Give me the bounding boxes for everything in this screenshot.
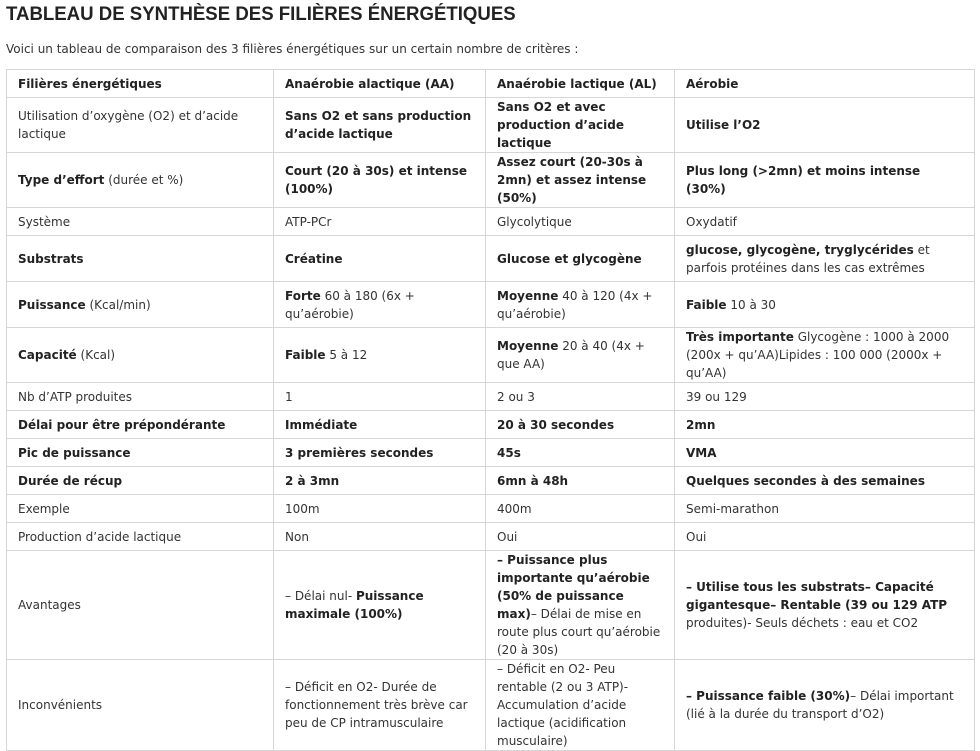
table-cell bbox=[675, 523, 975, 551]
cell-text: (durée et %) bbox=[104, 173, 184, 187]
cell-text: Oui bbox=[686, 529, 707, 544]
table-cell bbox=[486, 153, 675, 208]
header-cell: Filières énergétiques bbox=[7, 70, 274, 98]
table-cell bbox=[274, 660, 486, 751]
cell-text: Pic de puissance bbox=[18, 445, 131, 460]
table-cell bbox=[274, 282, 486, 328]
table-cell bbox=[274, 98, 486, 153]
cell-text: – Délai important (lié à la durée du transport d’O2) bbox=[686, 689, 954, 721]
cell-text: 2mn bbox=[686, 417, 716, 432]
cell-text: Puissance maximale (100%) bbox=[285, 589, 424, 621]
cell-text: 39 ou 129 bbox=[686, 389, 747, 404]
cell-text: – Puissance plus importante qu’aérobie (50% de puissance max) bbox=[497, 553, 650, 621]
table-cell bbox=[486, 98, 675, 153]
table-row bbox=[7, 236, 975, 282]
header-cell: Anaérobie alactique (AA) bbox=[274, 70, 486, 98]
cell-text: Moyenne bbox=[497, 288, 559, 303]
cell-text: 40 à 120 (4x + qu’aérobie) bbox=[497, 288, 653, 321]
cell-text: – Déficit en O2- Durée de fonctionnement très brève car peu de CP intramusculaire bbox=[285, 680, 468, 730]
row-label-cell bbox=[7, 153, 274, 208]
table-cell bbox=[274, 439, 486, 467]
cell-text: Faible bbox=[285, 348, 326, 362]
cell-text: – Puissance faible (30%) bbox=[686, 689, 851, 703]
cell-text: Oui bbox=[497, 529, 518, 544]
table-cell bbox=[486, 236, 675, 282]
cell-text: Assez court (20-30s à 2mn) et assez intense (50%) bbox=[497, 155, 647, 205]
table-cell bbox=[274, 551, 486, 660]
comparison-table bbox=[6, 69, 975, 751]
cell-text: Avantages bbox=[18, 598, 81, 612]
intro-text: Voici un tableau de comparaison des 3 filières énergétiques sur un certain nombre de critères : bbox=[6, 42, 579, 56]
table-row bbox=[7, 328, 975, 383]
cell-text: Non bbox=[285, 529, 309, 544]
table-cell bbox=[675, 495, 975, 523]
table-cell bbox=[675, 411, 975, 439]
cell-text: VMA bbox=[686, 445, 717, 460]
cell-text: (Kcal/min) bbox=[85, 297, 151, 312]
cell-text: Glycolytique bbox=[497, 214, 572, 229]
cell-text: Immédiate bbox=[285, 417, 358, 432]
table-cell bbox=[486, 328, 675, 383]
table-cell bbox=[675, 383, 975, 411]
table-cell bbox=[274, 495, 486, 523]
header-cell: Aérobie bbox=[675, 70, 975, 98]
cell-text: 2 à 3mn bbox=[285, 473, 340, 488]
table-cell bbox=[675, 467, 975, 495]
cell-text: Utilise l’O2 bbox=[686, 118, 761, 132]
page-title: TABLEAU DE SYNTHÈSE DES FILIÈRES ÉNERGÉTIQUES bbox=[6, 4, 516, 25]
row-label-cell bbox=[7, 328, 274, 383]
cell-text: Inconvénients bbox=[18, 698, 103, 712]
row-label-cell bbox=[7, 383, 274, 411]
cell-text: – Délai nul- bbox=[285, 589, 356, 603]
cell-text: 10 à 30 bbox=[726, 297, 776, 312]
cell-text: – Utilise tous les substrats– Capacité gigantesque– Rentable (39 ou 129 ATP bbox=[686, 580, 948, 612]
table-row bbox=[7, 208, 975, 236]
cell-text: 5 à 12 bbox=[325, 348, 368, 362]
table-cell bbox=[274, 383, 486, 411]
cell-text: Faible bbox=[686, 297, 727, 312]
cell-text: Oxydatif bbox=[686, 214, 737, 229]
table-row bbox=[7, 153, 975, 208]
table-row bbox=[7, 383, 975, 411]
cell-text: Forte bbox=[285, 288, 321, 303]
cell-text: Sans O2 et avec production d’acide lactique bbox=[497, 100, 625, 150]
row-label-cell bbox=[7, 411, 274, 439]
table-cell bbox=[486, 551, 675, 660]
row-label-cell bbox=[7, 495, 274, 523]
cell-text: 45s bbox=[497, 445, 521, 460]
table-cell bbox=[675, 236, 975, 282]
table-cell bbox=[274, 467, 486, 495]
table-cell bbox=[274, 523, 486, 551]
row-label-cell bbox=[7, 523, 274, 551]
row-label-cell bbox=[7, 236, 274, 282]
cell-text: produites)- Seuls déchets : eau et CO2 bbox=[686, 616, 919, 630]
table-cell bbox=[274, 411, 486, 439]
cell-text: Système bbox=[18, 214, 71, 229]
cell-text: 2 ou 3 bbox=[497, 389, 535, 404]
table-cell bbox=[274, 236, 486, 282]
cell-text: Plus long (>2mn) et moins intense (30%) bbox=[686, 164, 921, 196]
cell-text: ATP-PCr bbox=[285, 214, 332, 229]
cell-text: 20 à 40 (4x + que AA) bbox=[497, 339, 645, 371]
header-cell: Anaérobie lactique (AL) bbox=[486, 70, 675, 98]
cell-text: (Kcal) bbox=[76, 348, 116, 362]
cell-text: Exemple bbox=[18, 501, 70, 516]
table-cell bbox=[486, 282, 675, 328]
cell-text: – Délai de mise en route plus court qu’aérobie (20 à 30s) bbox=[497, 607, 661, 657]
cell-text: Capacité bbox=[18, 348, 77, 362]
cell-text: 1 bbox=[285, 389, 293, 404]
cell-text: 6mn à 48h bbox=[497, 473, 569, 488]
row-label-cell bbox=[7, 551, 274, 660]
table-cell bbox=[486, 439, 675, 467]
cell-text: glucose, glycogène, tryglycérides bbox=[686, 242, 914, 257]
table-cell bbox=[675, 660, 975, 751]
table-header-row bbox=[7, 70, 975, 98]
row-label-cell bbox=[7, 439, 274, 467]
cell-text: Production d’acide lactique bbox=[18, 529, 182, 544]
cell-text: Créatine bbox=[285, 251, 343, 266]
table-row bbox=[7, 551, 975, 660]
cell-text: Court (20 à 30s) et intense (100%) bbox=[285, 164, 467, 196]
table-cell bbox=[675, 282, 975, 328]
cell-text: 400m bbox=[497, 501, 532, 516]
cell-text: Glycogène : 1000 à 2000 (200x + qu’AA)Lipides : 100 000 (2000x + qu’AA) bbox=[686, 330, 950, 380]
table-cell bbox=[675, 328, 975, 383]
table-cell bbox=[486, 411, 675, 439]
cell-text: Puissance bbox=[18, 297, 86, 312]
table-row bbox=[7, 467, 975, 495]
table-cell bbox=[274, 153, 486, 208]
table-cell bbox=[675, 439, 975, 467]
table-row bbox=[7, 495, 975, 523]
table-cell bbox=[675, 98, 975, 153]
table-cell bbox=[675, 551, 975, 660]
cell-text: Quelques secondes à des semaines bbox=[686, 473, 925, 488]
row-label-cell bbox=[7, 208, 274, 236]
table-cell bbox=[675, 208, 975, 236]
cell-text: Moyenne bbox=[497, 339, 559, 353]
cell-text: Durée de récup bbox=[18, 473, 123, 488]
cell-text: 20 à 30 secondes bbox=[497, 417, 615, 432]
row-label-cell bbox=[7, 660, 274, 751]
cell-text: Utilisation d’oxygène (O2) et d’acide lactique bbox=[18, 109, 239, 141]
table-cell bbox=[486, 208, 675, 236]
row-label-cell bbox=[7, 282, 274, 328]
cell-text: Substrats bbox=[18, 251, 84, 266]
table-cell bbox=[274, 328, 486, 383]
cell-text: et parfois protéines dans les cas extrêmes bbox=[686, 242, 930, 275]
table-cell bbox=[486, 523, 675, 551]
table-row bbox=[7, 411, 975, 439]
table-row bbox=[7, 660, 975, 751]
cell-text: Délai pour être prépondérante bbox=[18, 417, 226, 432]
cell-text: Nb d’ATP produites bbox=[18, 389, 133, 404]
cell-text: Glucose et glycogène bbox=[497, 251, 642, 266]
cell-text: Très importante bbox=[686, 330, 794, 344]
table-cell bbox=[486, 383, 675, 411]
table-cell bbox=[486, 467, 675, 495]
table-body bbox=[7, 98, 975, 751]
row-label-cell bbox=[7, 98, 274, 153]
row-label-cell bbox=[7, 467, 274, 495]
table-row bbox=[7, 282, 975, 328]
cell-text: – Déficit en O2- Peu rentable (2 ou 3 ATP)- Accumulation d’acide lactique (acidification musculaire) bbox=[497, 662, 629, 748]
cell-text: Semi-marathon bbox=[686, 501, 779, 516]
table-row bbox=[7, 98, 975, 153]
cell-text: 100m bbox=[285, 501, 320, 516]
table-cell bbox=[675, 153, 975, 208]
table-cell bbox=[486, 495, 675, 523]
table-row bbox=[7, 439, 975, 467]
cell-text: Sans O2 et sans production d’acide lactique bbox=[285, 109, 472, 141]
table-row bbox=[7, 523, 975, 551]
table-cell bbox=[274, 208, 486, 236]
cell-text: Type d’effort bbox=[18, 173, 105, 187]
table-cell bbox=[486, 660, 675, 751]
cell-text: 3 premières secondes bbox=[285, 445, 434, 460]
cell-text: 60 à 180 (6x + qu’aérobie) bbox=[285, 288, 415, 321]
